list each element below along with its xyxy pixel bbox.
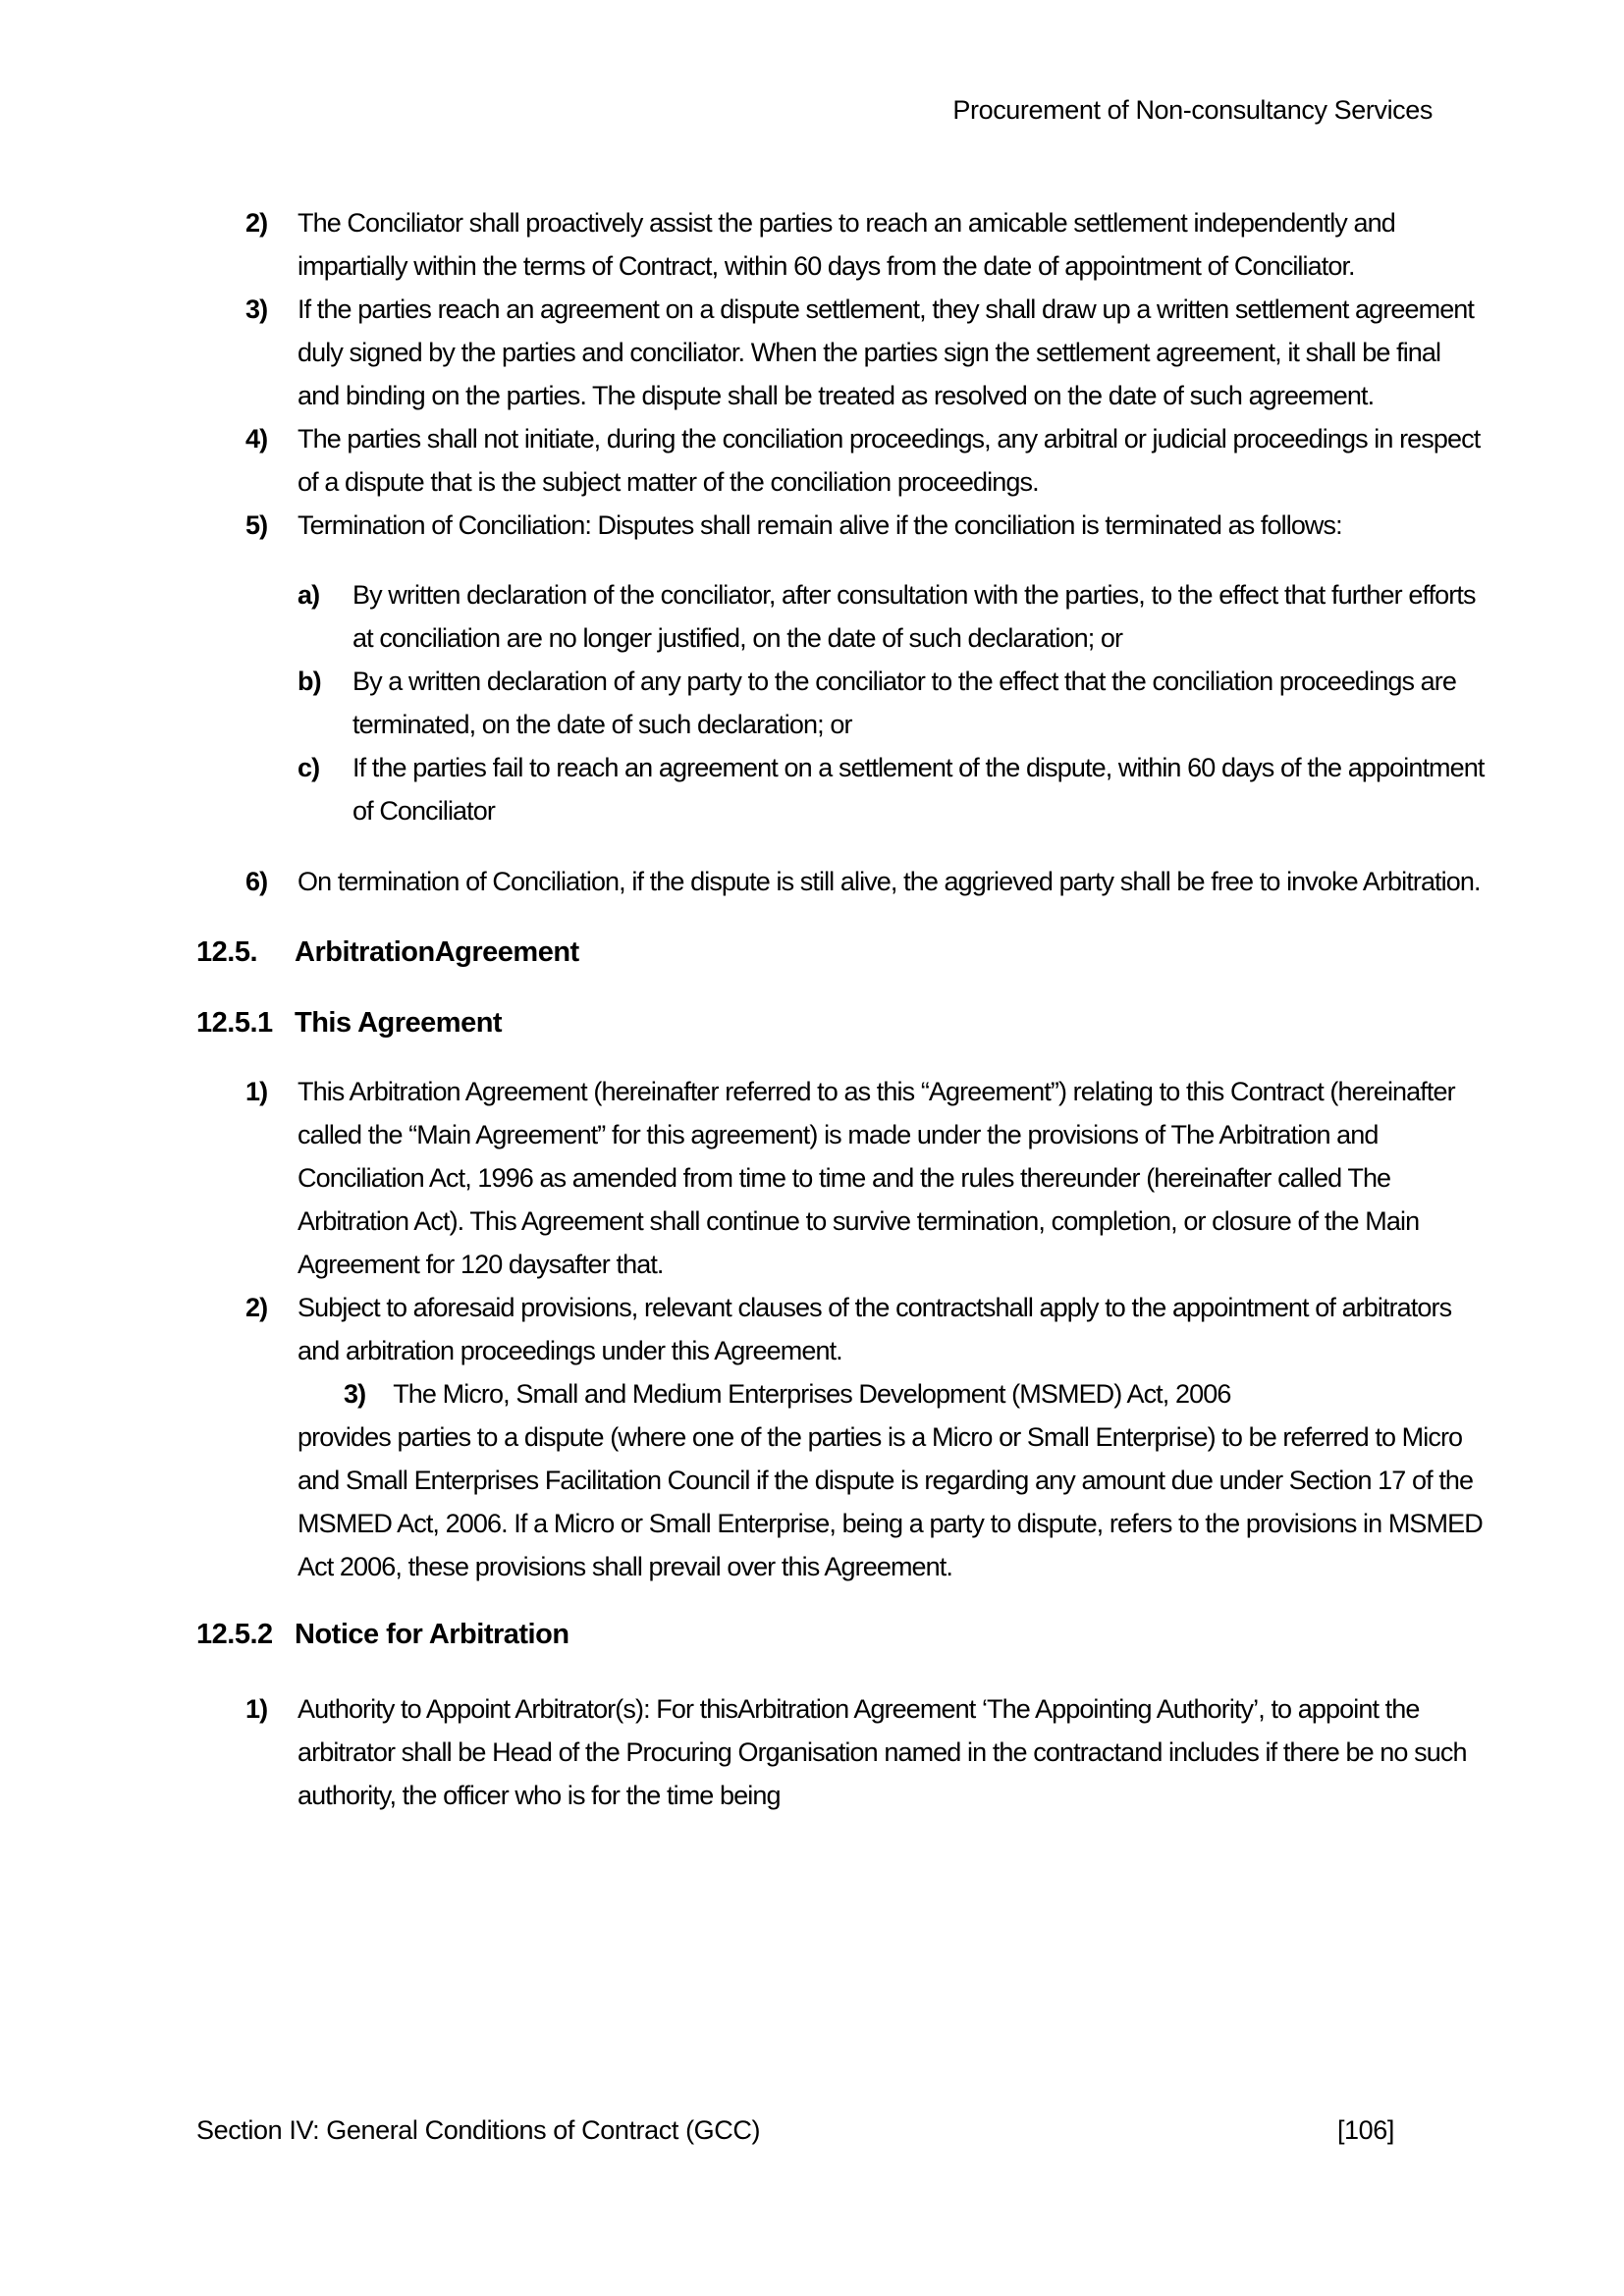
page-footer: [196, 2113, 1394, 2147]
list-marker: 5): [245, 510, 268, 540]
section-title: ArbitrationAgreement: [295, 936, 579, 968]
footer-page-number: [106]: [1336, 2115, 1394, 2145]
sublist-marker: b): [298, 667, 321, 696]
list-item-1: [245, 1070, 1486, 1286]
list-item-1: [245, 1687, 1486, 1817]
list-item-3: [245, 288, 1486, 417]
list-marker: 6): [245, 867, 268, 896]
list-item-text: On termination of Conciliation, if the dispute is still alive, the aggrieved party shall be free to invoke Arbitration.: [298, 867, 1481, 896]
list-item-lead-text: The Micro, Small and Medium Enterprises Development (MSMED) Act, 2006: [393, 1379, 1231, 1409]
page-header-title: Procurement of Non-consultancy Services: [952, 95, 1433, 125]
section-title: Notice for Arbitration: [295, 1619, 569, 1650]
list-marker: 3): [344, 1379, 366, 1409]
sublist-marker: a): [298, 580, 320, 610]
list-item-text: This Arbitration Agreement (hereinafter referred to as this “Agreement”) relating to this Contract (hereinafter called the “Main Agreement” for this agreement) is made under the provisions of The Arbitration and Conciliation Act, 1996 as amended from time to time and the rules thereunder (hereinafter called The Arbitration Act). This Agreement shall continue to survive termination, completion, or closure of the Main Agreement for 120 daysafter that.: [298, 1077, 1455, 1279]
section-number: 12.5.2: [196, 1619, 273, 1650]
list-marker: 3): [245, 294, 268, 324]
list-item-3-indented: [245, 1372, 1486, 1588]
section-title: This Agreement: [295, 1007, 503, 1039]
list-marker: 2): [245, 1293, 268, 1322]
sublist-item-text: If the parties fail to reach an agreement on a settlement of the dispute, within 60 days of the appointment of Conciliator: [352, 753, 1485, 826]
list-item-5: [245, 504, 1486, 547]
section-number: 12.5.1: [196, 1007, 273, 1039]
sublist-item-c: [298, 746, 1486, 832]
document-body: [196, 201, 1486, 1817]
sublist-item-a: [298, 573, 1486, 660]
list-item-text: If the parties reach an agreement on a dispute settlement, they shall draw up a written settlement agreement duly signed by the parties and conciliator. When the parties sign the settlement agreement, it shall be final and binding on the parties. The dispute shall be treated as resolved on the date of such agreement.: [298, 294, 1475, 410]
list-item-6: [245, 860, 1486, 903]
section-heading-12-5-1: [196, 1001, 1486, 1044]
sublist-item-b: [298, 660, 1486, 746]
list-item-text: Subject to aforesaid provisions, relevant clauses of the contractshall apply to the appointment of arbitrators and arbitration proceedings under this Agreement.: [298, 1293, 1452, 1365]
list-marker: 1): [245, 1694, 268, 1724]
list-marker: 4): [245, 424, 268, 454]
list-item-text: Authority to Appoint Arbitrator(s): For thisArbitration Agreement ‘The Appointing Authority’, to appoint the arbitrator shall be Head of the Procuring Organisation named in the contractand includes if there be no such authority, the officer who is for the time being: [298, 1694, 1467, 1810]
list-marker: 1): [245, 1077, 268, 1106]
list-item-text: The parties shall not initiate, during the conciliation proceedings, any arbitral or judicial proceedings in respect of a dispute that is the subject matter of the conciliation proceedings.: [298, 424, 1481, 497]
section-number: 12.5.: [196, 936, 257, 968]
list-item-2: [245, 201, 1486, 288]
list-item-text: Termination of Conciliation: Disputes shall remain alive if the conciliation is terminated as follows:: [298, 510, 1342, 540]
section-heading-12-5-2: [196, 1613, 1486, 1656]
list-item-text: provides parties to a dispute (where one of the parties is a Micro or Small Enterprise) to be referred to Micro and Small Enterprises Facilitation Council if the dispute is regarding any amount due under Section 17 of the MSMED Act, 2006. If a Micro or Small Enterprise, being a party to dispute, refers to the provisions in MSMED Act 2006, these provisions shall prevail over this Agreement.: [298, 1422, 1483, 1581]
sublist-item-text: By written declaration of the conciliator, after consultation with the parties, to the effect that further efforts at conciliation are no longer justified, on the date of such declaration; or: [352, 580, 1476, 653]
section-heading-12-5: [196, 931, 1486, 974]
list-item-2: [245, 1286, 1486, 1372]
sublist-item-text: By a written declaration of any party to the conciliator to the effect that the conciliation proceedings are terminated, on the date of such declaration; or: [352, 667, 1457, 739]
footer-section-label: Section IV: General Conditions of Contract (GCC): [196, 2115, 761, 2145]
list-item-lead-line: [298, 1372, 1486, 1415]
list-item-text: The Conciliator shall proactively assist the parties to reach an amicable settlement independently and impartially within the terms of Contract, within 60 days from the date of appointment of Conciliator.: [298, 208, 1395, 281]
list-item-4: [245, 417, 1486, 504]
list-marker: 2): [245, 208, 268, 238]
sublist-marker: c): [298, 753, 320, 782]
